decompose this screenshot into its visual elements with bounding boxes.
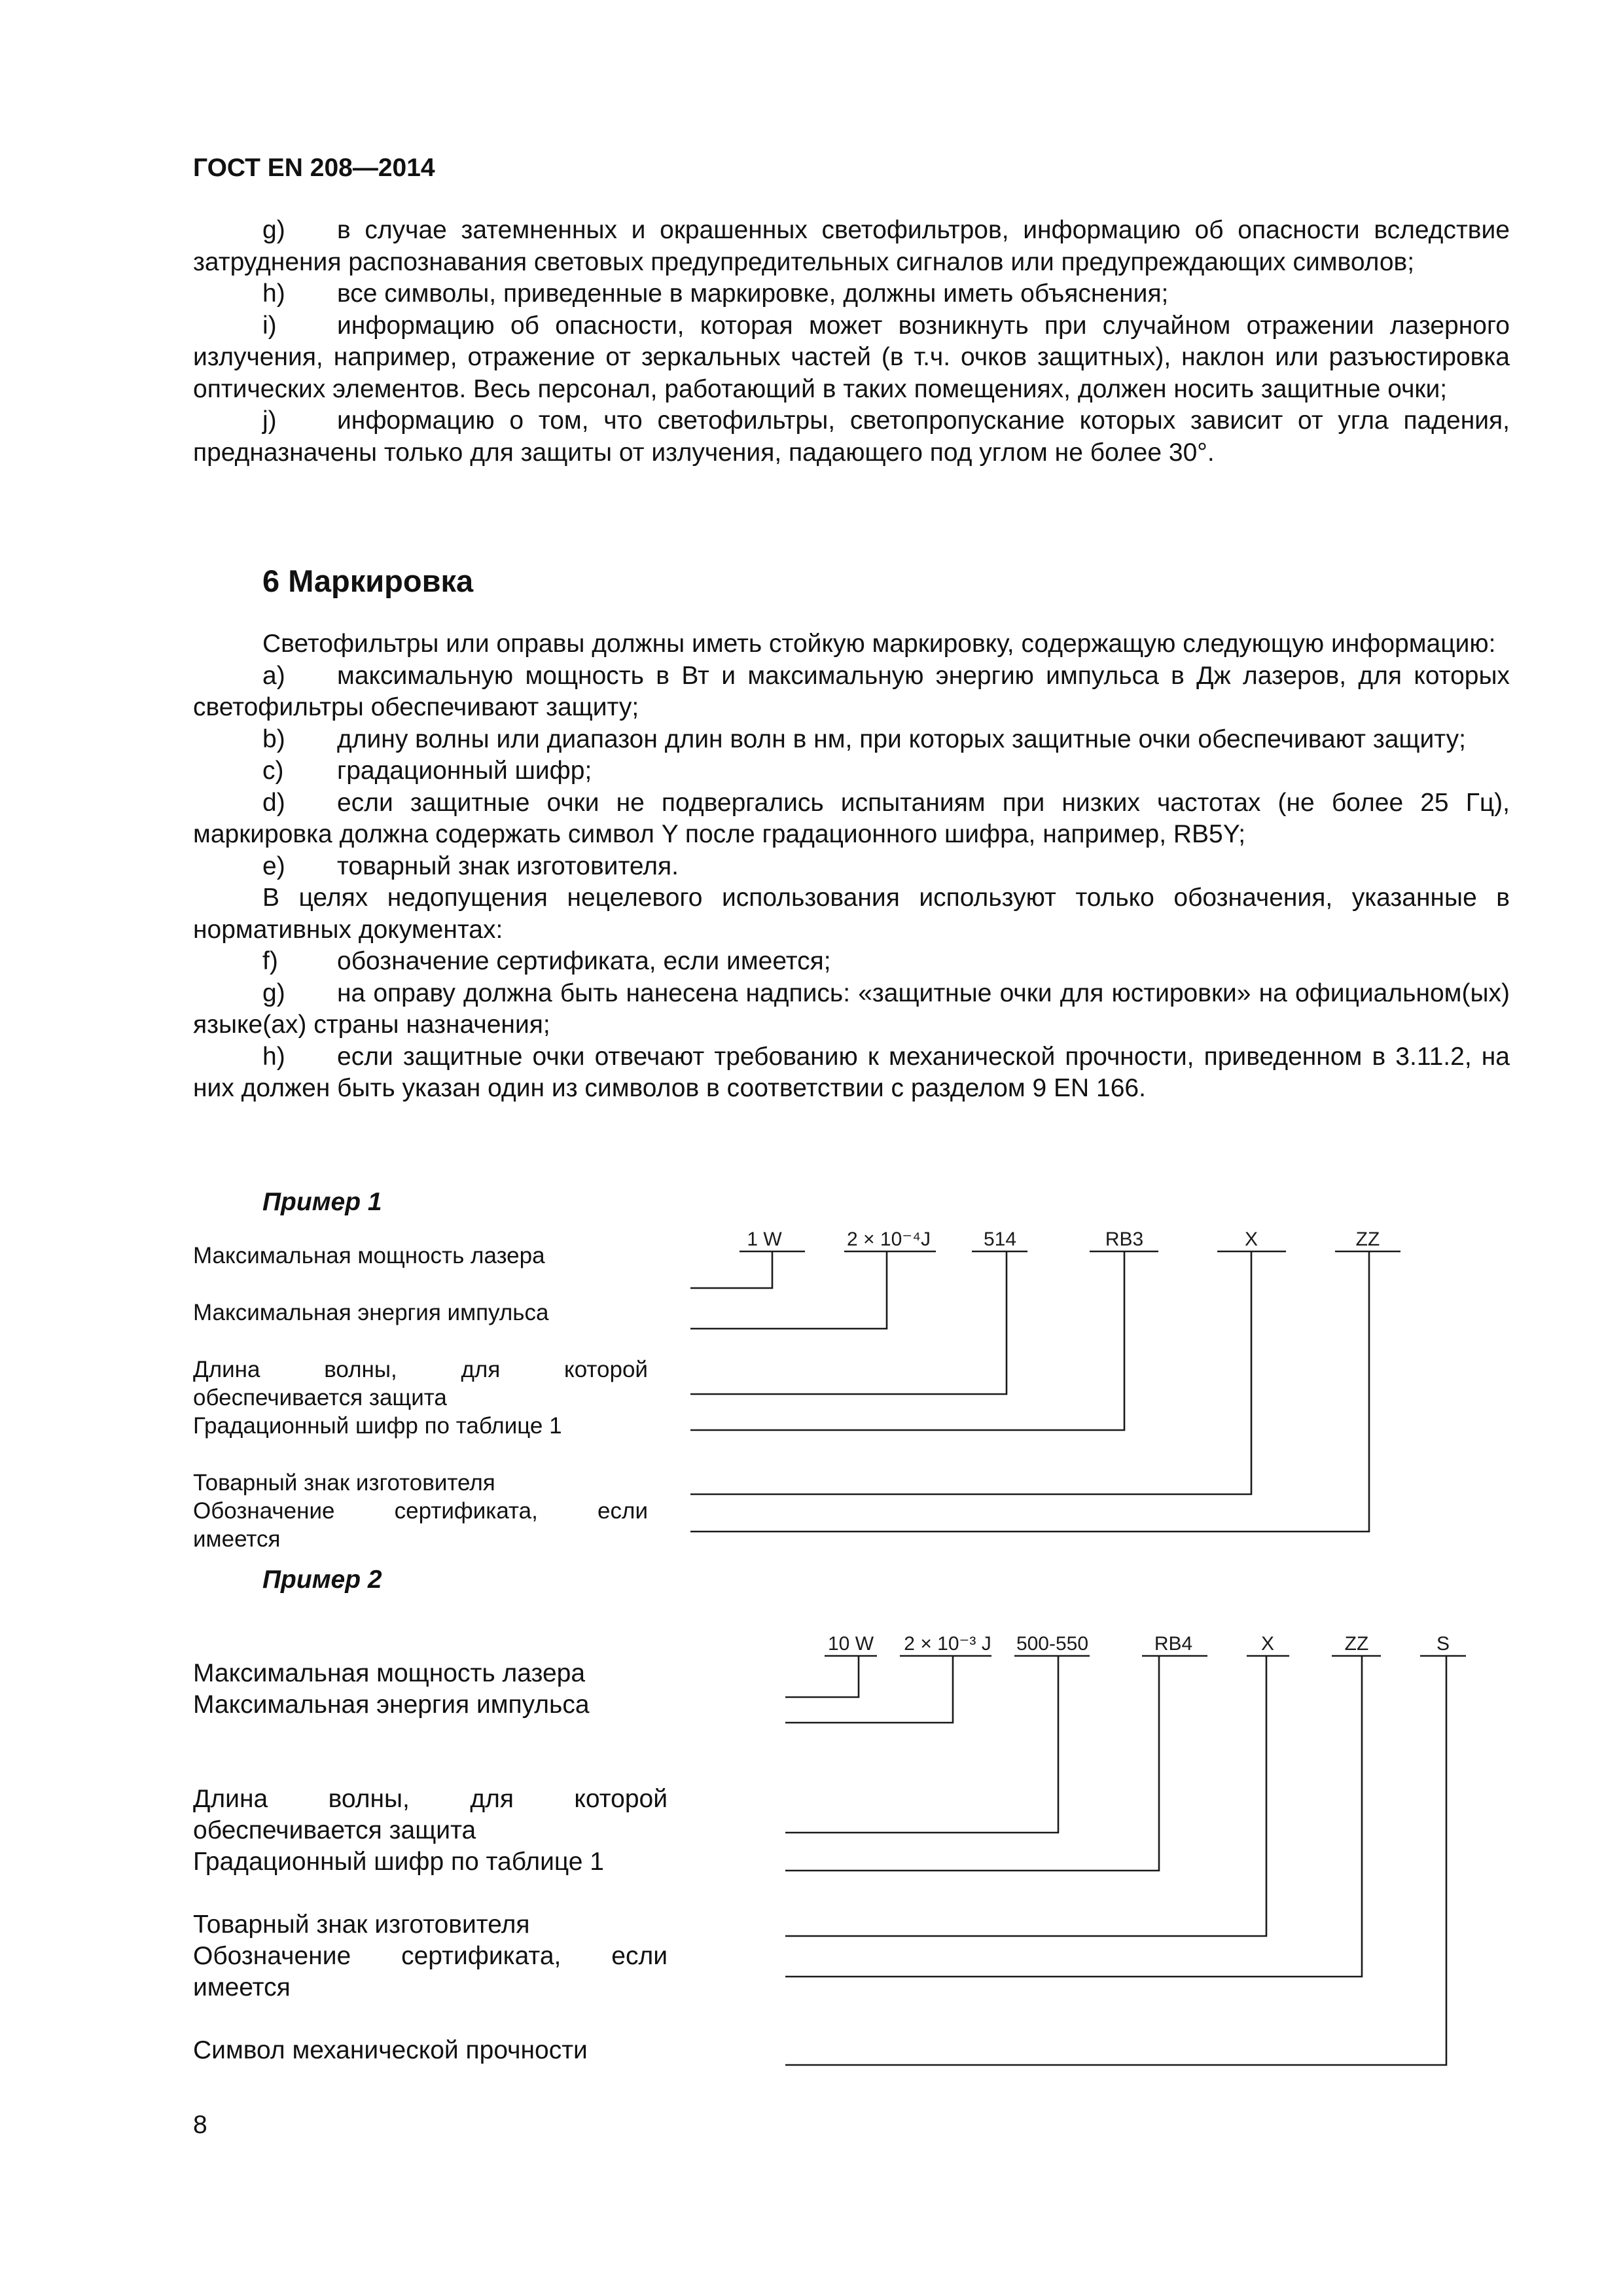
example-1-label-power: Максимальная мощность лазера xyxy=(193,1243,545,1268)
list-item: e) товарный знак изготовителя. xyxy=(262,852,679,880)
example-1-code-grade: RB3 xyxy=(1105,1229,1144,1250)
example-1-label-certificate: Обозначение сертификата, если xyxy=(193,1498,648,1524)
list-item: h) если защитные очки отвечают требованию к механической прочности, приведенном в 3.11.2, на них должен быть указан один из символов в соответствии с разделом 9 EN 166. xyxy=(193,1042,1510,1102)
example-1-label-wavelength-cont: обеспечивается защита xyxy=(193,1385,447,1410)
example-1-label-grade: Градационный шифр по таблице 1 xyxy=(193,1413,562,1439)
example-2-code-certificate: ZZ xyxy=(1344,1633,1369,1655)
example-2-code-trademark: X xyxy=(1260,1633,1275,1655)
list-item: a) максимальную мощность в Вт и максимальную энергию импульса в Дж лазеров, для которых светофильтры обеспечивают защиту; xyxy=(193,661,1510,721)
page-number: 8 xyxy=(193,2111,207,2139)
example-1-code-wavelength: 514 xyxy=(983,1229,1017,1250)
example-2-code-wavelength: 500-550 xyxy=(1016,1633,1089,1655)
section-title: 6 Маркировка xyxy=(262,564,474,598)
example-1-code-certificate: ZZ xyxy=(1355,1229,1380,1250)
example-2-code-power: 10 W xyxy=(827,1633,874,1655)
list-item: c) градационный шифр; xyxy=(262,757,592,785)
list-item: b) длину волны или диапазон длин волн в нм, при которых защитные очки обеспечивают защиту; xyxy=(262,725,1466,753)
example-2-title: Пример 2 xyxy=(262,1566,382,1594)
example-2-label-certificate-cont: имеется xyxy=(193,1973,291,2001)
section-note: В целях недопущения нецелевого использования используют только обозначения, указанные в нормативных документах: xyxy=(193,884,1510,944)
example-1-title: Пример 1 xyxy=(262,1188,382,1216)
example-1-label-wavelength: Длина волны, для которой xyxy=(193,1357,648,1382)
section-intro: Светофильтры или оправы должны иметь стойкую маркировку, содержащую следующую информацию: xyxy=(262,630,1496,658)
list-item: f) обозначение сертификата, если имеется; xyxy=(262,947,831,975)
example-2-label-wavelength-cont: обеспечивается защита xyxy=(193,1816,476,1844)
list-item: g) на оправу должна быть нанесена надпись: «защитные очки для юстировки» на официальном(ых) языке(ах) страны назначения; xyxy=(193,978,1510,1039)
example-1-label-energy: Максимальная энергия импульса xyxy=(193,1300,549,1325)
list-item: h) все символы, приведенные в маркировке, должны иметь объяснения; xyxy=(262,279,1169,308)
example-1-code-energy: 2 × 10⁻⁴J xyxy=(847,1229,931,1250)
example-2-code-mechanical: S xyxy=(1436,1633,1450,1655)
list-item: d) если защитные очки не подвергались испытаниям при низких частотах (не более 25 Гц), маркировка должна содержать символ Y после градационного шифра, например, RB5Y; xyxy=(193,788,1510,848)
example-2-label-grade: Градационный шифр по таблице 1 xyxy=(193,1848,604,1876)
example-2-code-grade: RB4 xyxy=(1154,1633,1193,1655)
example-2-label-energy: Максимальная энергия импульса xyxy=(193,1691,590,1719)
list-item: i) информацию об опасности, которая может возникнуть при случайном отражении лазерного излучения, например, отражение от зеркальных частей (в т.ч. очков защитных), наклон или разъюстировка оптических элементов. Весь персонал, работающий в таких помещениях, должен носить защитные очки; xyxy=(193,311,1510,403)
example-2-code-energy: 2 × 10⁻³ J xyxy=(904,1633,991,1655)
example-2-label-trademark: Товарный знак изготовителя xyxy=(193,1910,530,1939)
list-item: g) в случае затемненных и окрашенных светофильтров, информацию об опасности вследствие затруднения распознавания световых предупредительных сигналов или предупреждающих символов; xyxy=(193,216,1510,276)
list-item: j) информацию о том, что светофильтры, светопропускание которых зависит от угла падения, предназначены только для защиты от излучения, падающего под углом не более 30°. xyxy=(193,406,1510,467)
example-2-label-certificate: Обозначение сертификата, если xyxy=(193,1942,668,1970)
example-2-label-wavelength: Длина волны, для которой xyxy=(193,1785,668,1813)
example-2-label-power: Максимальная мощность лазера xyxy=(193,1659,586,1687)
example-1-code-trademark: X xyxy=(1244,1229,1258,1250)
example-1-label-trademark: Товарный знак изготовителя xyxy=(193,1470,495,1496)
example-2-label-mechanical: Символ механической прочности xyxy=(193,2036,588,2064)
example-1-label-certificate-cont: имеется xyxy=(193,1526,281,1552)
document-header: ГОСТ EN 208—2014 xyxy=(193,154,435,182)
example-1-code-power: 1 W xyxy=(747,1229,782,1250)
